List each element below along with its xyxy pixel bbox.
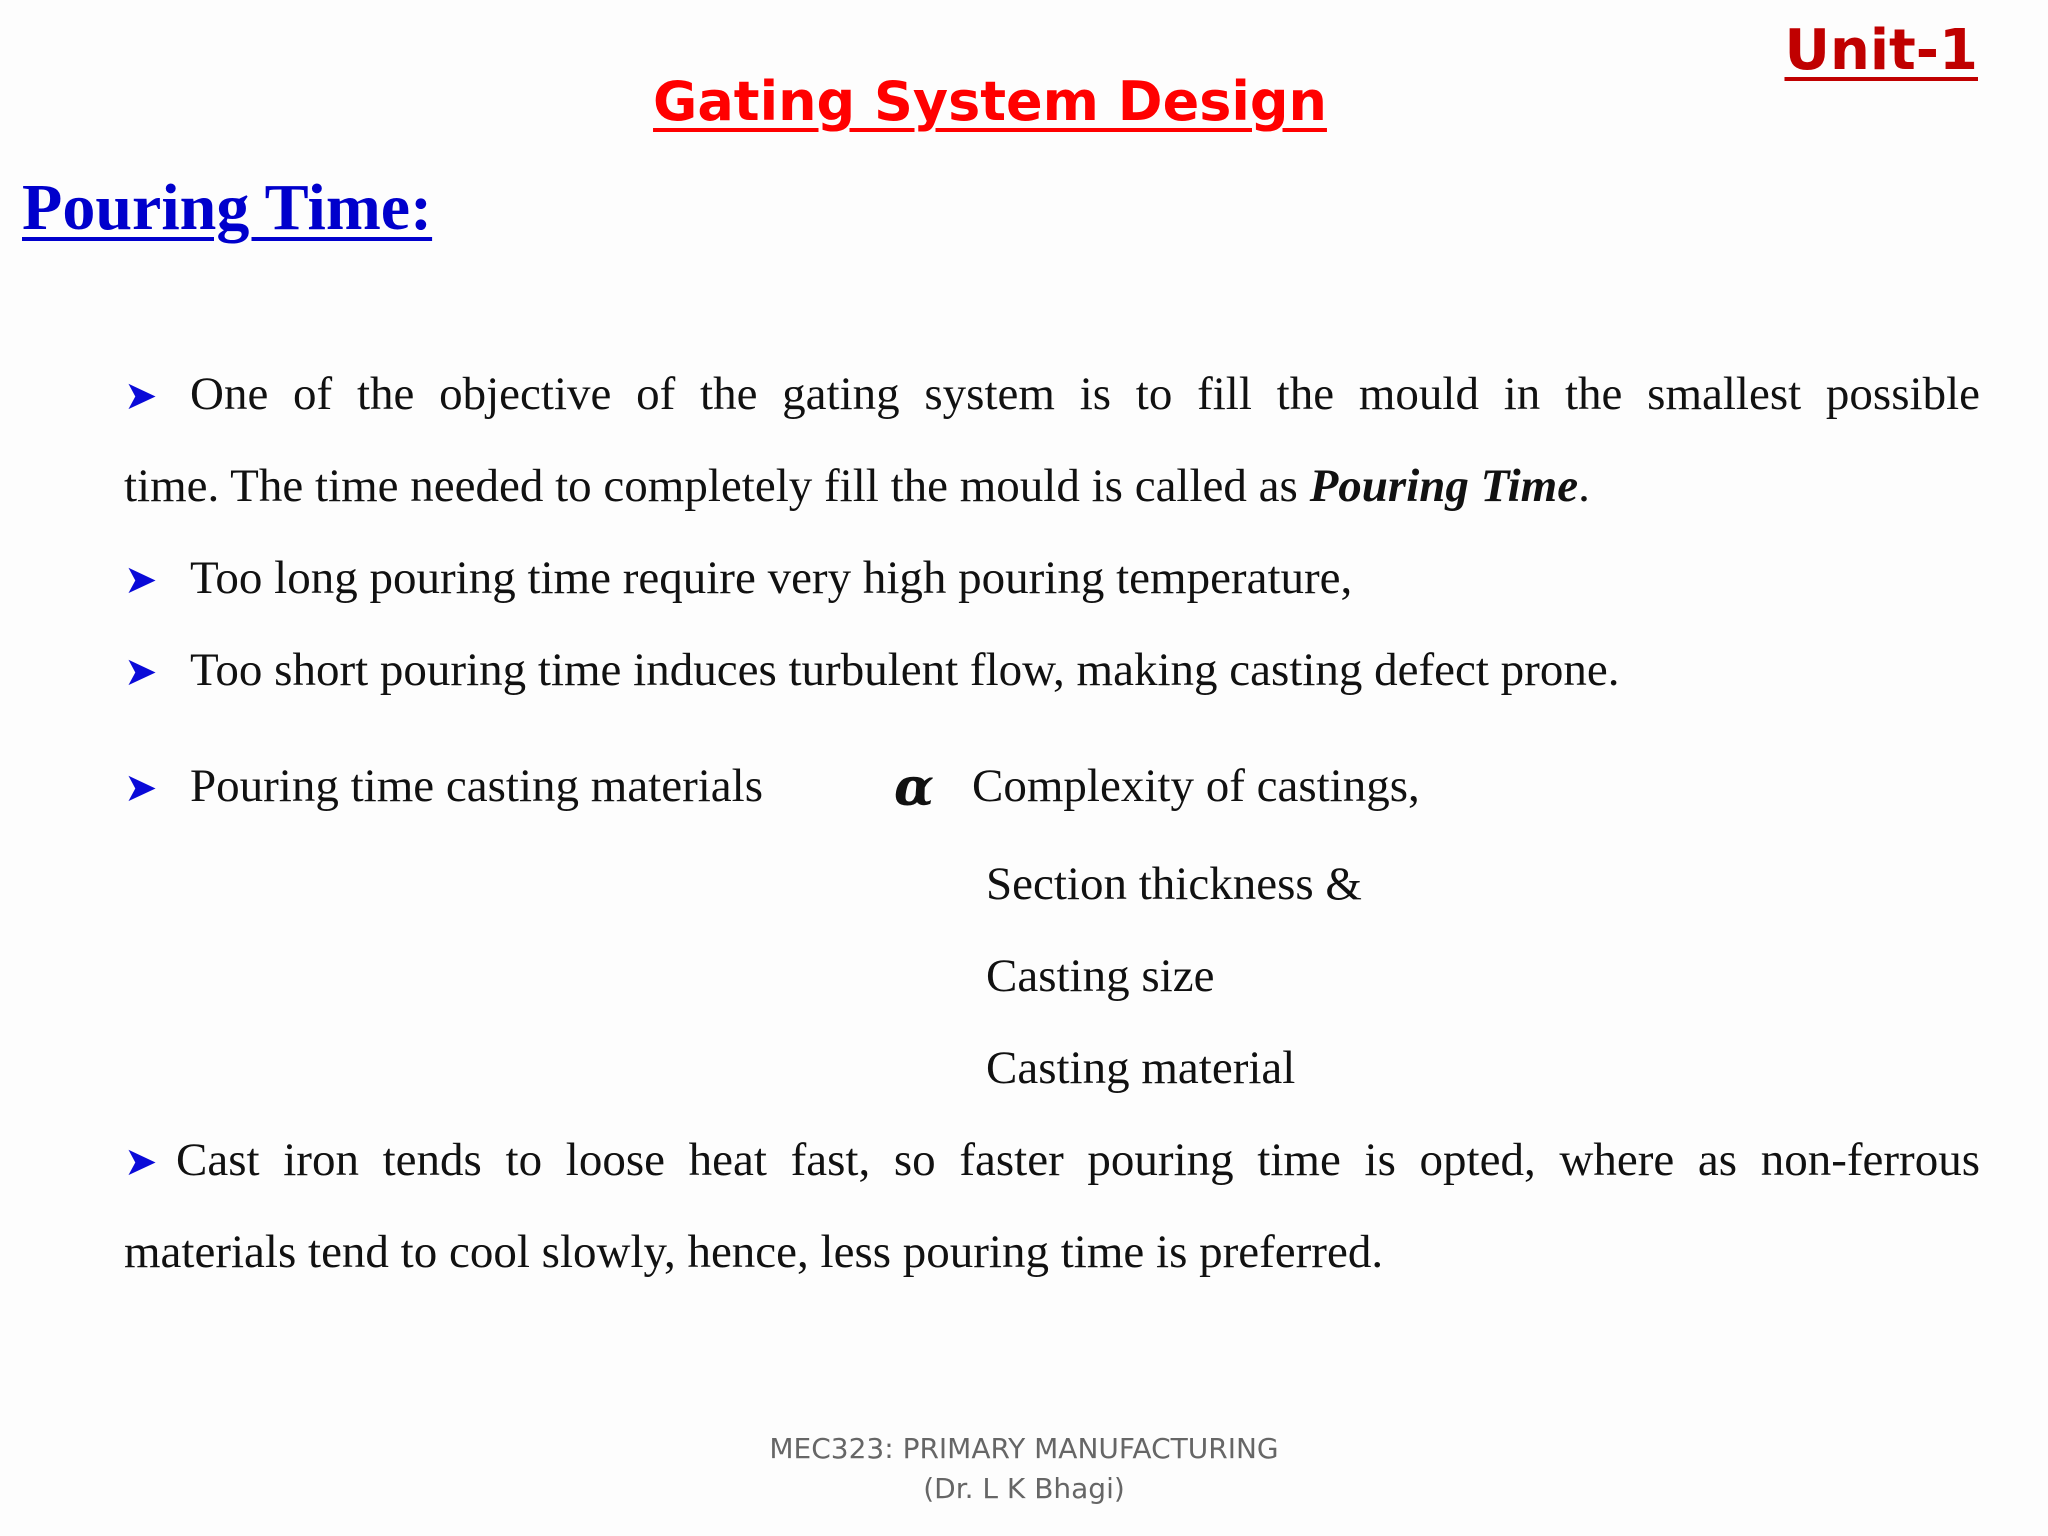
bullet-4-text: Pouring time casting materials — [190, 760, 764, 812]
bullet-3 — [124, 624, 1619, 718]
factor-4: Casting material — [986, 1042, 1296, 1094]
pouring-time-term: Pouring Time — [1309, 460, 1579, 512]
slide-title: Gating System Design — [653, 70, 1327, 133]
unit-label: Unit-1 — [1784, 18, 1978, 83]
footer-author: (Dr. L K Bhagi) — [923, 1472, 1125, 1505]
bullet-2-text: Too long pouring time require very high pouring temperature, — [190, 552, 1353, 604]
section-heading: Pouring Time: — [22, 171, 433, 244]
bullet-1-text: One of the objective of the gating system is to fill the mould in the smallest possible — [190, 368, 1980, 420]
bullet-2 — [124, 532, 1352, 626]
bullet-1-period: . — [1578, 460, 1590, 512]
arrow-bullet-icon: ➤ — [124, 649, 158, 694]
bullet-3-text: Too short pouring time induces turbulent flow, making casting defect prone. — [190, 644, 1620, 696]
proportional-symbol: α — [894, 757, 935, 818]
arrow-bullet-icon: ➤ — [124, 1139, 158, 1184]
bullet-5-line-2: materials tend to cool slowly, hence, less pouring time is preferred. — [124, 1226, 1384, 1278]
bullet-1-line-2 — [124, 440, 1590, 532]
factor-3: Casting size — [986, 950, 1215, 1002]
factor-2: Section thickness & — [986, 858, 1362, 910]
footer-course: MEC323: PRIMARY MANUFACTURING — [769, 1432, 1279, 1465]
arrow-bullet-icon: ➤ — [124, 373, 158, 418]
arrow-bullet-icon: ➤ — [124, 557, 158, 602]
factor-1: Complexity of castings, — [972, 760, 1420, 812]
bullet-5-line-1 — [124, 1114, 1980, 1208]
bullet-1-line-1 — [124, 348, 1980, 442]
arrow-bullet-icon: ➤ — [124, 765, 158, 810]
bullet-4 — [124, 740, 763, 834]
bullet-5-text: Cast iron tends to loose heat fast, so faster pouring time is opted, where as non-ferrous — [176, 1134, 1980, 1186]
bullet-1-text-cont: time. The time needed to completely fill the mould is called as — [124, 460, 1310, 512]
